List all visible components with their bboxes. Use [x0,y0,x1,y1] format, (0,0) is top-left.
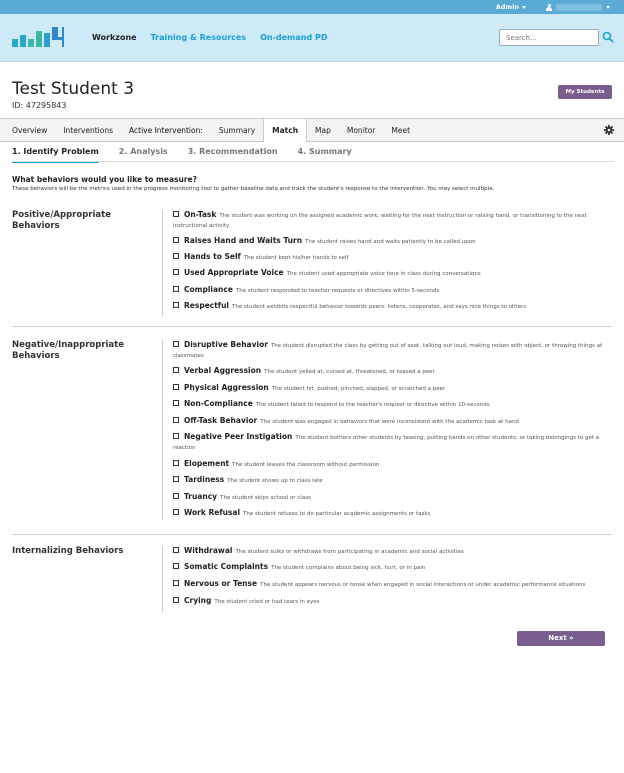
checkbox[interactable] [173,269,179,275]
divider [162,546,163,612]
behavior-description: The student sulks or withdraws from participating in academic and social activities [235,549,464,555]
tab-bar [0,118,624,142]
behavior-name: Hands to Self [184,252,241,261]
behavior-name: Nervous or Tense [184,579,258,588]
behavior-description: The student responded to teacher requests or directives within 5-seconds [235,288,440,294]
behavior-option[interactable] [173,285,613,297]
step-summary[interactable]: 4. Summary [297,147,352,156]
behavior-name: On-Task [184,210,217,219]
behavior-description: The student yelled at, cursed at, threatened, or teased a peer [264,369,435,375]
behavior-description: The student kept his/her hands to self [243,255,349,261]
checkbox[interactable] [173,433,179,439]
nav-on-demand-pd[interactable]: On-demand PD [260,33,328,42]
section-negative-behaviors [12,340,612,520]
behavior-name: Off-Task Behavior [184,416,258,425]
behavior-name: Somatic Complaints [184,562,269,571]
checkbox[interactable] [173,476,179,482]
section-title: Positive/Appropriate Behaviors [12,210,111,231]
section-positive-behaviors [12,210,612,320]
checkbox[interactable] [173,563,179,569]
behavior-name: Tardiness [184,475,225,484]
next-button[interactable]: Next » [517,631,605,646]
behavior-description: The student raises hand and waits patiently to be called upon [305,239,476,245]
gear-icon[interactable] [604,125,614,135]
behavior-name: Respectful [184,301,229,310]
behavior-description: The student shows up to class late [227,478,323,484]
behavior-option[interactable] [173,416,613,428]
behavior-option[interactable] [173,475,613,487]
behavior-option[interactable] [173,366,613,378]
section-internalizing-behaviors [12,546,612,616]
section-title: Internalizing Behaviors [12,546,124,556]
search-input[interactable] [499,29,599,46]
behavior-option[interactable] [173,340,613,361]
behavior-description: The student was engaged in behaviors that were inconsistent with the academic task at hand [260,419,519,425]
behavior-option[interactable] [173,383,613,395]
checkbox[interactable] [173,597,179,603]
behavior-name: Truancy [184,492,218,501]
behavior-option[interactable] [173,596,613,608]
behavior-name: Raises Hand and Waits Turn [184,236,303,245]
student-header [0,62,624,118]
behavior-name: Compliance [184,285,233,294]
step-analysis[interactable]: 2. Analysis [118,147,168,156]
top-bar [0,0,624,14]
behavior-description: The student complains about being sick, hurt, or in pain [271,565,426,571]
admin-menu[interactable] [496,3,526,11]
behavior-name: Work Refusal [184,508,241,517]
behavior-option[interactable] [173,301,613,313]
behavior-option[interactable] [173,399,613,411]
tab-map[interactable]: Map [315,125,331,135]
checkbox[interactable] [173,547,179,553]
checkbox[interactable] [173,367,179,373]
behavior-description: The student appears nervous or tense when engaged in social interactions or under academic performance situations [260,582,586,588]
behavior-name: Crying [184,596,212,605]
behavior-description: The student leaves the classroom without permission [232,462,380,468]
section-title: Negative/Inappropriate Behaviors [12,340,124,361]
checkbox[interactable] [173,211,179,217]
behavior-name: Elopement [184,459,230,468]
tab-summary[interactable]: Summary [218,125,256,135]
behavior-option[interactable] [173,492,613,504]
behavior-description: The student was working on the assigned academic work, waiting for the next instruction or raising hand, or transitioning to the next instructional activity [173,213,587,229]
step-recommendation[interactable]: 3. Recommendation [187,147,278,156]
nav-training-resources[interactable]: Training & Resources [150,33,247,42]
page-title: Test Student 3 [12,79,135,99]
user-name-redacted [556,4,602,11]
checkbox[interactable] [173,253,179,259]
behavior-name: Physical Aggression [184,383,269,392]
behavior-name: Disruptive Behavior [184,340,268,349]
behavior-description: The student skips school or class [220,495,311,501]
behavior-description: The student exhibits respectful behavior towards peers: listens, cooperates, and says nice things to others [232,304,527,310]
behavior-name: Non-Compliance [184,399,253,408]
checkbox[interactable] [173,493,179,499]
divider [12,161,614,162]
my-students-button[interactable]: My Students [558,85,612,99]
divider [162,340,163,520]
behavior-option[interactable] [173,268,613,280]
tab-overview[interactable]: Overview [12,125,48,135]
behavior-name: Used Appropriate Voice [184,268,284,277]
checkbox[interactable] [173,400,179,406]
behavior-name: Verbal Aggression [184,366,262,375]
checkbox[interactable] [173,302,179,308]
tab-monitor[interactable]: Monitor [346,125,376,135]
behavior-option[interactable] [173,508,613,520]
chevron-down-icon [522,6,526,9]
wizard-steps [0,142,624,162]
question-description: These behaviors will be the metrics used in the progress monitoring tool to gather baseline data and track the student's response to the intervention. You may select multiple. [12,186,495,192]
divider [12,534,612,535]
logo[interactable] [12,25,64,51]
checkbox[interactable] [173,341,179,347]
checkbox[interactable] [173,237,179,243]
checkbox[interactable] [173,286,179,292]
behavior-option[interactable] [173,252,613,264]
active-intervention-label: Active Intervention: [129,125,203,135]
question-heading: What behaviors would you like to measure? [12,175,197,184]
checkbox[interactable] [173,460,179,466]
chevron-down-icon [606,6,610,9]
behavior-option[interactable] [173,546,613,558]
nav-workzone[interactable]: Workzone [92,33,137,42]
student-id: ID: 47295843 [12,101,67,110]
behavior-description: The student refuses to do particular academic assignments or tasks [243,511,431,517]
behavior-option[interactable] [173,210,613,231]
tab-meet[interactable]: Meet [391,125,411,135]
behavior-description: The student hit, pushed, pinched, slapped, or scratched a peer [271,386,446,392]
behavior-description: The student failed to respond to the teacher's request or directive within 10-seconds [255,402,490,408]
behavior-description: The student bothers other students by teasing, putting hands on other students, or taking belongings to get a reaction [173,435,600,451]
checkbox[interactable] [173,580,179,586]
behavior-name: Negative Peer Instigation [184,432,293,441]
checkbox[interactable] [173,417,179,423]
behavior-description: The student disrupted the class by getting out of seat, talking out loud, making noises with object, or throwing things at classmates [173,343,603,359]
tab-match[interactable]: Match [263,119,307,142]
tab-interventions[interactable]: Interventions [63,125,113,135]
main-navbar [0,14,624,62]
behavior-option[interactable] [173,562,613,574]
checkbox[interactable] [173,509,179,515]
behavior-option[interactable] [173,432,613,453]
checkbox[interactable] [173,384,179,390]
behavior-option[interactable] [173,236,613,248]
behavior-description: The student cried or had tears in eyes [214,599,320,605]
divider [162,210,163,316]
admin-label: Admin [495,3,519,11]
search-icon[interactable] [602,31,614,43]
behavior-option[interactable] [173,459,613,471]
user-menu[interactable] [546,4,610,11]
user-icon [546,4,552,11]
behavior-option[interactable] [173,579,613,591]
behavior-name: Withdrawal [184,546,233,555]
behavior-description: The student used appropriate voice tone in class during conversations [286,271,481,277]
step-identify-problem[interactable]: 1. Identify Problem [12,142,99,162]
divider [12,326,612,327]
